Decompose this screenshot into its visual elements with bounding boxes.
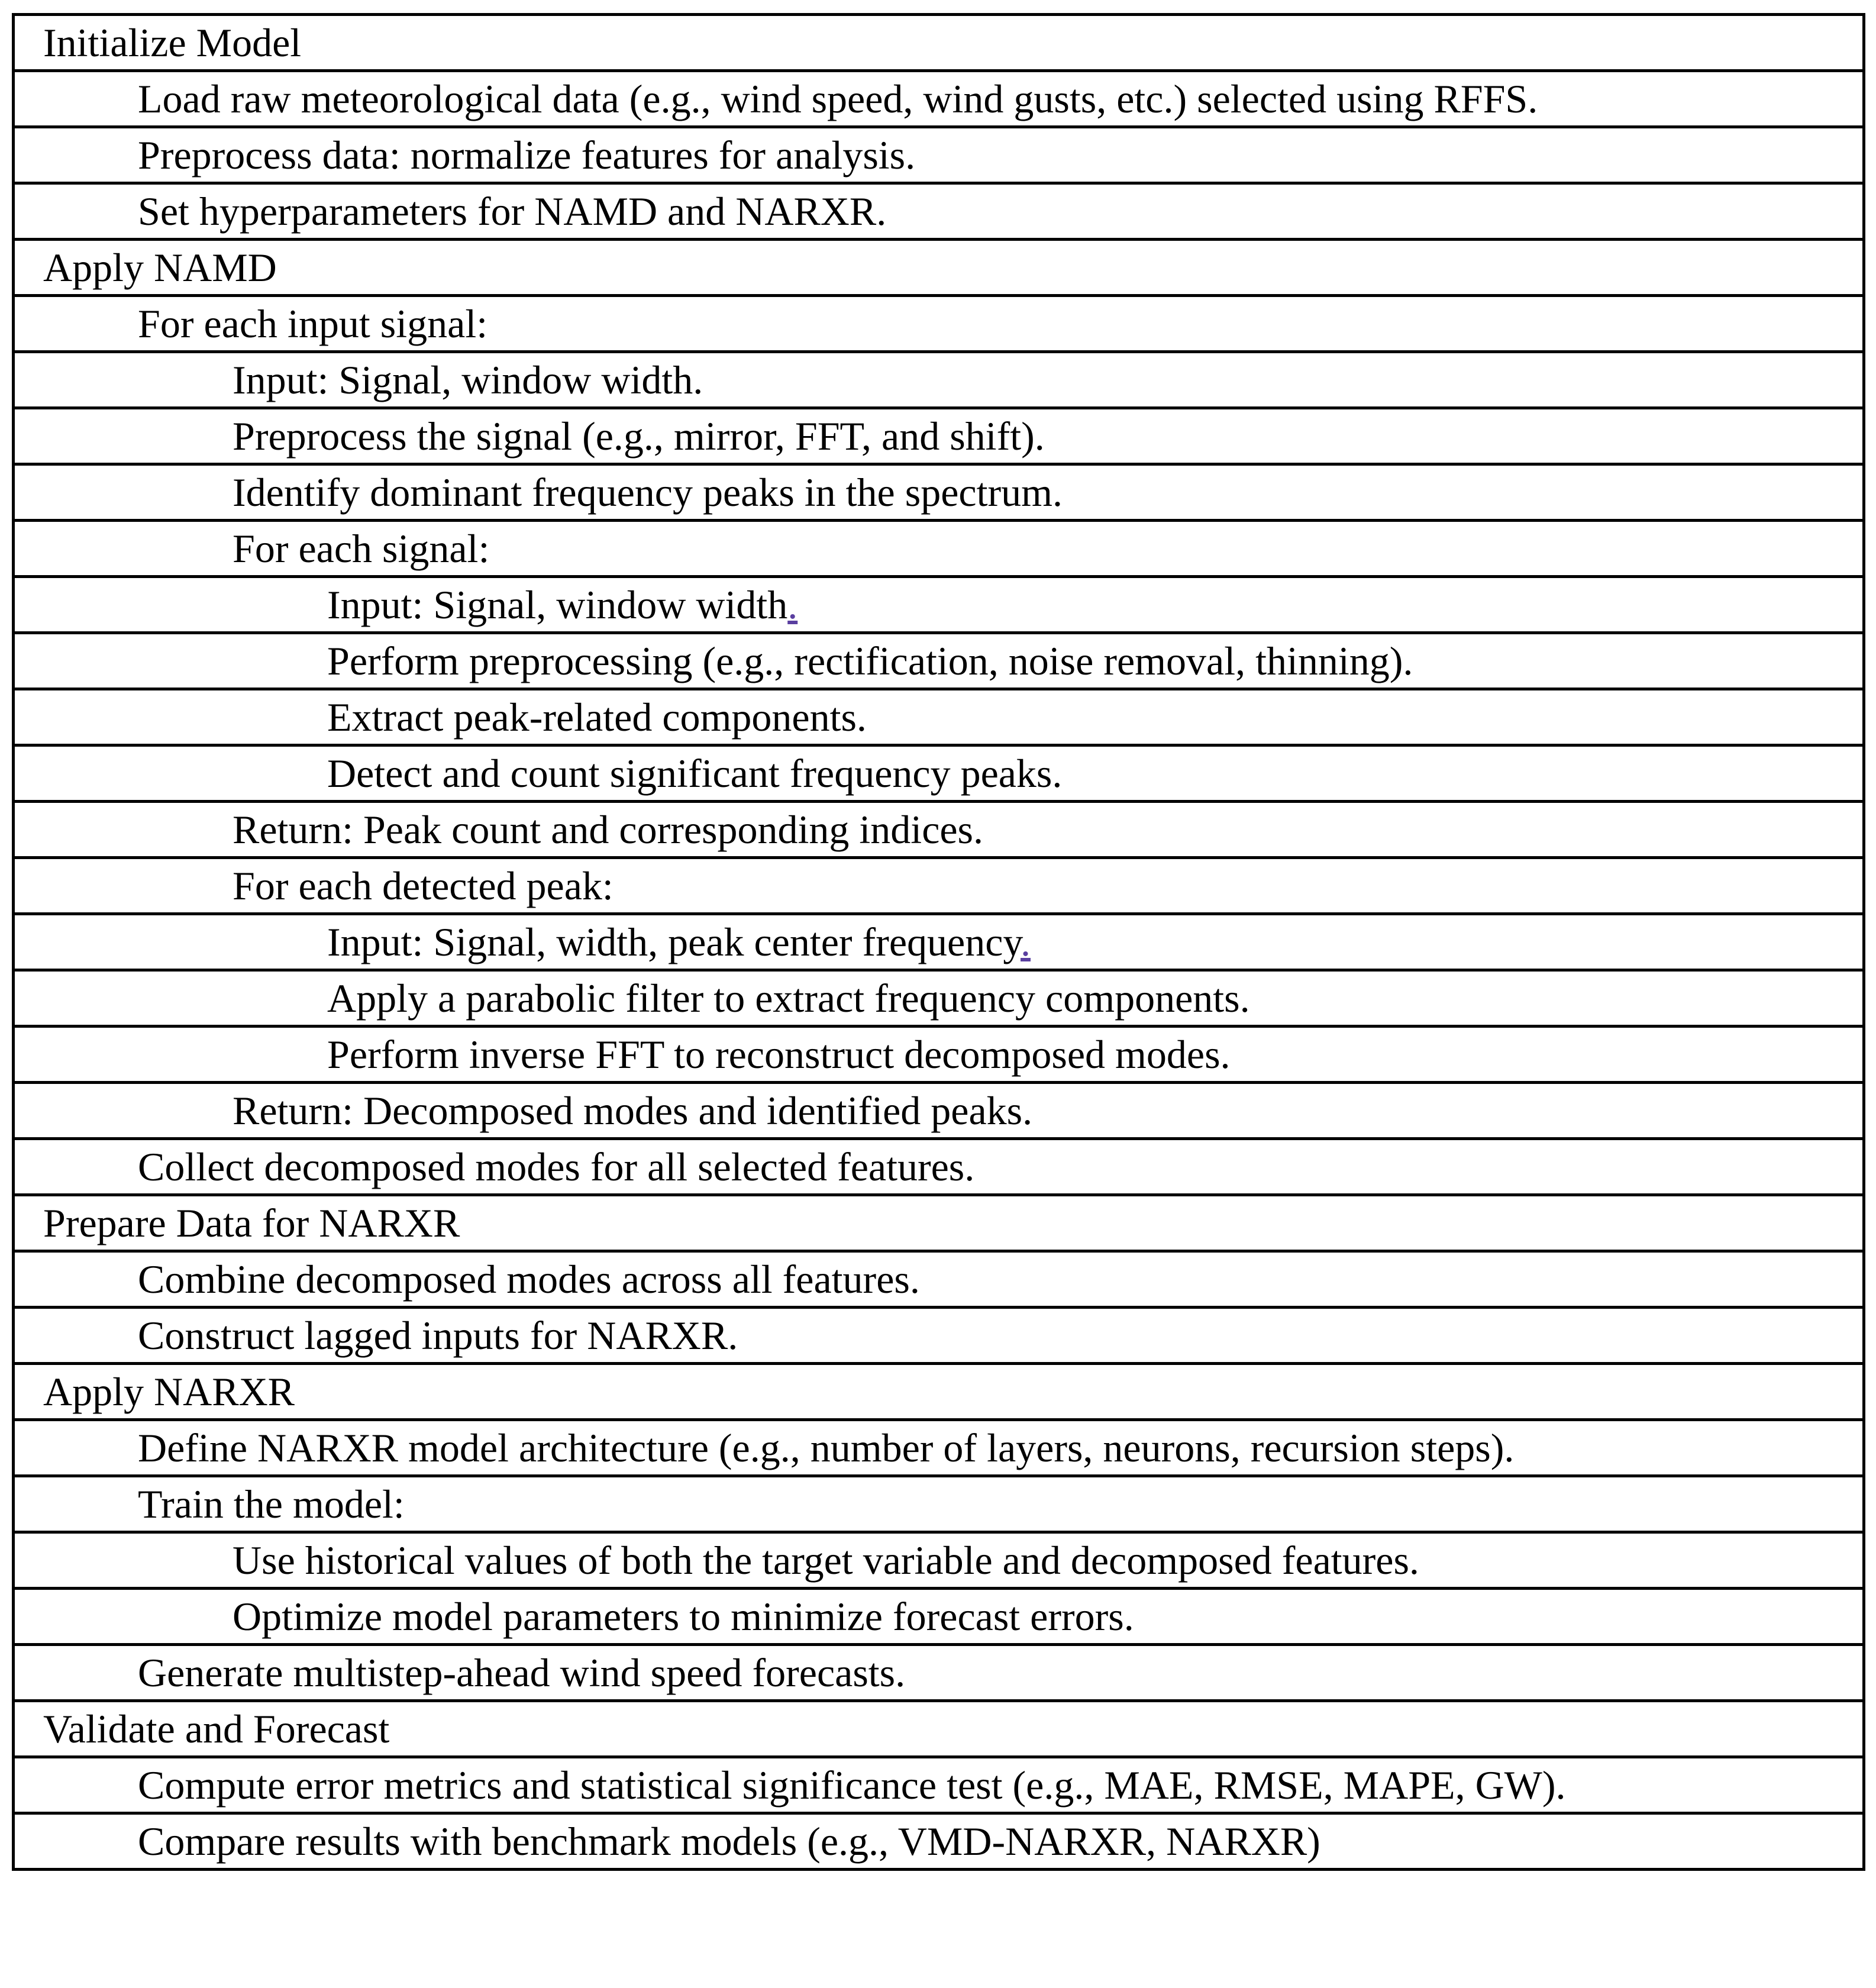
algorithm-step bbox=[14, 1589, 1864, 1645]
algorithm-step bbox=[14, 464, 1864, 521]
algorithm-step-row bbox=[14, 1364, 1864, 1420]
algorithm-section-heading bbox=[14, 15, 1864, 71]
algorithm-section-heading bbox=[14, 240, 1864, 296]
algorithm-step bbox=[14, 577, 1864, 633]
step-trailing-period: . bbox=[787, 582, 798, 627]
algorithm-step-row bbox=[14, 1532, 1864, 1589]
step-text: Set hyperparameters for NAMD and NARXR. bbox=[138, 189, 887, 234]
algorithm-section-heading bbox=[14, 1364, 1864, 1420]
algorithm-step-row bbox=[14, 914, 1864, 970]
step-text: For each detected peak: bbox=[233, 863, 614, 908]
algorithm-table-body bbox=[14, 15, 1864, 1870]
step-text: Collect decomposed modes for all selected features. bbox=[138, 1144, 975, 1189]
algorithm-step-row bbox=[14, 1813, 1864, 1870]
step-text: Define NARXR model architecture (e.g., number of layers, neurons, recursion steps). bbox=[138, 1425, 1515, 1470]
step-text: Compute error metrics and statistical significance test (e.g., MAE, RMSE, MAPE, GW). bbox=[138, 1763, 1566, 1808]
step-trailing-period: . bbox=[1020, 919, 1031, 964]
algorithm-step-row bbox=[14, 1308, 1864, 1364]
step-text: Preprocess the signal (e.g., mirror, FFT, and shift). bbox=[233, 414, 1045, 459]
algorithm-step bbox=[14, 352, 1864, 408]
algorithm-step-row bbox=[14, 71, 1864, 127]
algorithm-step-row bbox=[14, 1645, 1864, 1701]
algorithm-step bbox=[14, 1027, 1864, 1083]
algorithm-step bbox=[14, 1139, 1864, 1195]
algorithm-step-row bbox=[14, 802, 1864, 858]
algorithm-step bbox=[14, 970, 1864, 1027]
algorithm-step bbox=[14, 802, 1864, 858]
algorithm-step-row bbox=[14, 858, 1864, 914]
step-text: Identify dominant frequency peaks in the spectrum. bbox=[233, 470, 1063, 515]
algorithm-step bbox=[14, 1251, 1864, 1308]
step-text: Optimize model parameters to minimize forecast errors. bbox=[233, 1594, 1134, 1639]
algorithm-step bbox=[14, 1308, 1864, 1364]
algorithm-section-heading bbox=[14, 1701, 1864, 1757]
step-text: Validate and Forecast bbox=[43, 1706, 390, 1751]
algorithm-step-row bbox=[14, 352, 1864, 408]
algorithm-step-row bbox=[14, 240, 1864, 296]
algorithm-step bbox=[14, 914, 1864, 970]
step-text: Prepare Data for NARXR bbox=[43, 1200, 460, 1245]
step-text: Apply a parabolic filter to extract frequency components. bbox=[327, 976, 1250, 1021]
algorithm-table bbox=[12, 13, 1865, 1871]
step-text: Preprocess data: normalize features for analysis. bbox=[138, 133, 916, 178]
algorithm-step bbox=[14, 689, 1864, 746]
algorithm-step bbox=[14, 1420, 1864, 1476]
step-text: For each signal: bbox=[233, 526, 490, 571]
algorithm-step-row bbox=[14, 1195, 1864, 1251]
algorithm-step bbox=[14, 858, 1864, 914]
algorithm-step bbox=[14, 183, 1864, 240]
step-text: Apply NARXR bbox=[43, 1369, 295, 1414]
algorithm-step-row bbox=[14, 577, 1864, 633]
algorithm-step-row bbox=[14, 1589, 1864, 1645]
algorithm-step-row bbox=[14, 15, 1864, 71]
algorithm-section-heading bbox=[14, 1195, 1864, 1251]
algorithm-step-row bbox=[14, 633, 1864, 689]
step-text: Combine decomposed modes across all features. bbox=[138, 1257, 920, 1302]
algorithm-step-row bbox=[14, 127, 1864, 183]
algorithm-step bbox=[14, 71, 1864, 127]
algorithm-step-row bbox=[14, 183, 1864, 240]
step-text: Perform preprocessing (e.g., rectification, noise removal, thinning). bbox=[327, 638, 1413, 683]
algorithm-step-row bbox=[14, 746, 1864, 802]
algorithm-step-row bbox=[14, 1701, 1864, 1757]
step-text: Extract peak-related components. bbox=[327, 695, 867, 740]
algorithm-step bbox=[14, 408, 1864, 464]
algorithm-step-row bbox=[14, 1139, 1864, 1195]
step-text: Apply NAMD bbox=[43, 245, 277, 290]
step-text: Train the model: bbox=[138, 1482, 405, 1526]
algorithm-step bbox=[14, 1813, 1864, 1870]
algorithm-step-row bbox=[14, 408, 1864, 464]
algorithm-step-row bbox=[14, 970, 1864, 1027]
step-text: Use historical values of both the target variable and decomposed features. bbox=[233, 1538, 1419, 1583]
step-text: Detect and count significant frequency peaks. bbox=[327, 751, 1063, 796]
algorithm-step bbox=[14, 296, 1864, 352]
step-text: Input: Signal, width, peak center frequency bbox=[327, 919, 1021, 964]
algorithm-step-row bbox=[14, 1476, 1864, 1532]
step-text: Perform inverse FFT to reconstruct decomposed modes. bbox=[327, 1032, 1231, 1077]
step-text: Input: Signal, window width. bbox=[233, 357, 703, 402]
algorithm-step-row bbox=[14, 521, 1864, 577]
algorithm-step-row bbox=[14, 296, 1864, 352]
algorithm-step-row bbox=[14, 1420, 1864, 1476]
algorithm-step bbox=[14, 521, 1864, 577]
step-text: For each input signal: bbox=[138, 301, 488, 346]
step-text: Load raw meteorological data (e.g., wind speed, wind gusts, etc.) selected using RFFS. bbox=[138, 76, 1538, 121]
step-text: Input: Signal, window width bbox=[327, 582, 788, 627]
step-text: Return: Peak count and corresponding indices. bbox=[233, 807, 984, 852]
step-text: Construct lagged inputs for NARXR. bbox=[138, 1313, 738, 1358]
algorithm-step-row bbox=[14, 464, 1864, 521]
algorithm-step bbox=[14, 633, 1864, 689]
algorithm-step-row bbox=[14, 1027, 1864, 1083]
step-text: Return: Decomposed modes and identified peaks. bbox=[233, 1088, 1033, 1133]
algorithm-step-row bbox=[14, 689, 1864, 746]
algorithm-step-row bbox=[14, 1757, 1864, 1813]
step-text: Generate multistep-ahead wind speed forecasts. bbox=[138, 1650, 906, 1695]
algorithm-step bbox=[14, 1645, 1864, 1701]
algorithm-step bbox=[14, 1476, 1864, 1532]
algorithm-step bbox=[14, 1757, 1864, 1813]
algorithm-step bbox=[14, 746, 1864, 802]
algorithm-step bbox=[14, 127, 1864, 183]
algorithm-step-row bbox=[14, 1251, 1864, 1308]
step-text: Compare results with benchmark models (e.g., VMD-NARXR, NARXR) bbox=[138, 1819, 1320, 1864]
algorithm-step-row bbox=[14, 1083, 1864, 1139]
algorithm-step bbox=[14, 1083, 1864, 1139]
step-text: Initialize Model bbox=[43, 20, 302, 65]
algorithm-step bbox=[14, 1532, 1864, 1589]
